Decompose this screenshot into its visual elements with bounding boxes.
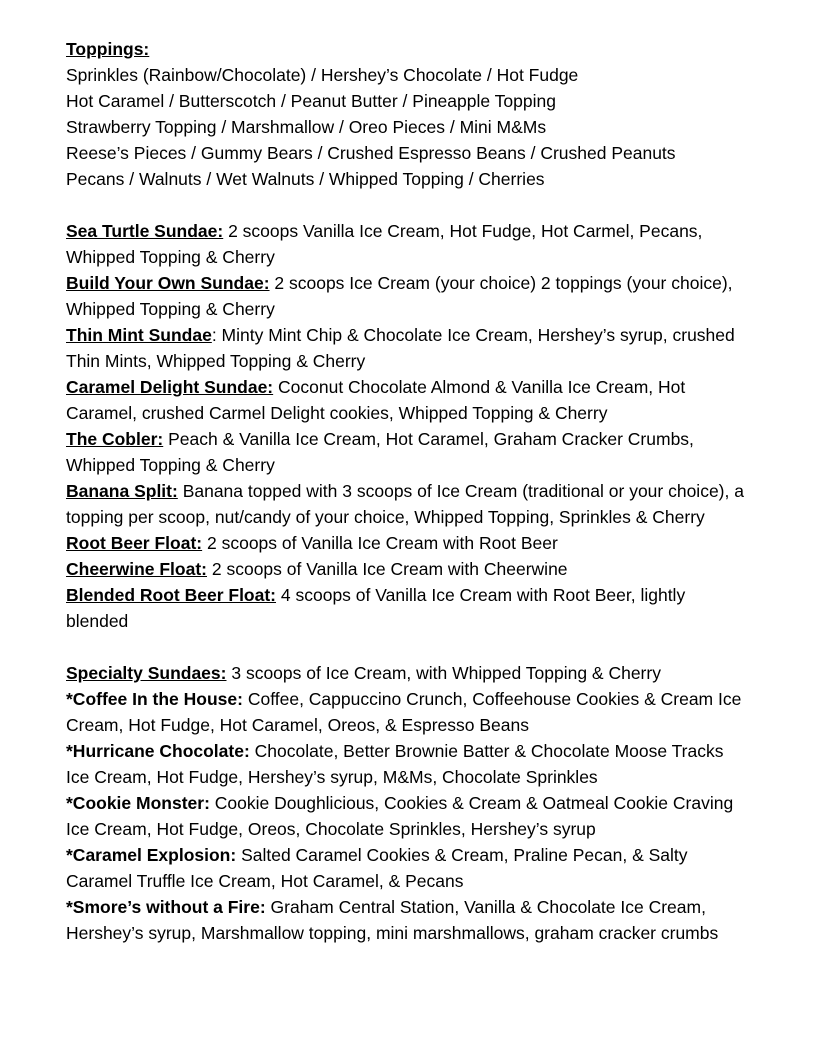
menu-item: [66, 660, 750, 686]
item-description: Graham Central Station, Vanilla & Chocolate Ice Cream, Hershey’s syrup, Marshmallow topping, mini marshmallows, graham cracker crumbs: [66, 897, 719, 943]
line-text: Sprinkles (Rainbow/Chocolate) / Hershey’s Chocolate / Hot Fudge: [66, 65, 579, 85]
toppings-line: [66, 88, 750, 114]
menu-item: [66, 322, 750, 374]
item-description: 2 scoops of Vanilla Ice Cream with Cheerwine: [207, 559, 568, 579]
item-description: Peach & Vanilla Ice Cream, Hot Caramel, Graham Cracker Crumbs, Whipped Topping & Cherry: [66, 429, 694, 475]
item-description: : Minty Mint Chip & Chocolate Ice Cream, Hershey’s syrup, crushed Thin Mints, Whipped Topping & Cherry: [66, 325, 735, 371]
blank-line: [66, 192, 750, 218]
specialty-sundae-item: [66, 842, 750, 894]
section-heading-label: Toppings:: [66, 39, 150, 59]
item-description: Coconut Chocolate Almond & Vanilla Ice Cream, Hot Caramel, crushed Carmel Delight cookies, Whipped Topping & Cherry: [66, 377, 686, 423]
specialty-sundae-item: [66, 790, 750, 842]
item-label: Root Beer Float:: [66, 533, 203, 553]
item-label: Blended Root Beer Float:: [66, 585, 277, 605]
toppings-line: [66, 62, 750, 88]
item-description: 2 scoops of Vanilla Ice Cream with Root Beer: [202, 533, 558, 553]
item-label: Thin Mint Sundae: [66, 325, 212, 345]
section-heading: [66, 36, 750, 62]
menu-item: [66, 218, 750, 270]
menu-item: [66, 530, 750, 556]
item-description: 2 scoops Ice Cream (your choice) 2 toppings (your choice), Whipped Topping & Cherry: [66, 273, 733, 319]
menu-item: [66, 556, 750, 582]
menu-item: [66, 582, 750, 634]
line-text: Reese’s Pieces / Gummy Bears / Crushed Espresso Beans / Crushed Peanuts: [66, 143, 676, 163]
line-text: Hot Caramel / Butterscotch / Peanut Butter / Pineapple Topping: [66, 91, 556, 111]
item-label: The Cobler:: [66, 429, 164, 449]
specialty-sundae-item: [66, 738, 750, 790]
item-description: 3 scoops of Ice Cream, with Whipped Topping & Cherry: [226, 663, 661, 683]
item-label: Cheerwine Float:: [66, 559, 207, 579]
line-text: Strawberry Topping / Marshmallow / Oreo Pieces / Mini M&Ms: [66, 117, 547, 137]
toppings-line: [66, 140, 750, 166]
item-description: Banana topped with 3 scoops of Ice Cream (traditional or your choice), a topping per scoop, nut/candy of your choice, Whipped Topping, Sprinkles & Cherry: [66, 481, 744, 527]
item-description: Cookie Doughlicious, Cookies & Cream & Oatmeal Cookie Craving Ice Cream, Hot Fudge, Oreos, Chocolate Sprinkles, Hershey’s syrup: [66, 793, 734, 839]
specialty-sundae-item: [66, 894, 750, 946]
item-description: Salted Caramel Cookies & Cream, Praline Pecan, & Salty Caramel Truffle Ice Cream, Hot Caramel, & Pecans: [66, 845, 688, 891]
item-label: *Smore’s without a Fire:: [66, 897, 266, 917]
item-label: Banana Split:: [66, 481, 178, 501]
item-label: Build Your Own Sundae:: [66, 273, 270, 293]
specialty-sundae-item: [66, 686, 750, 738]
toppings-line: [66, 166, 750, 192]
item-description: 2 scoops Vanilla Ice Cream, Hot Fudge, Hot Carmel, Pecans, Whipped Topping & Cherry: [66, 221, 703, 267]
menu-item: [66, 478, 750, 530]
item-label: *Cookie Monster:: [66, 793, 210, 813]
toppings-line: [66, 114, 750, 140]
item-description: 4 scoops of Vanilla Ice Cream with Root Beer, lightly blended: [66, 585, 686, 631]
document-body: [66, 36, 750, 946]
menu-item: [66, 374, 750, 426]
item-label: Caramel Delight Sundae:: [66, 377, 274, 397]
blank-line: [66, 634, 750, 660]
item-label: Sea Turtle Sundae:: [66, 221, 224, 241]
item-label: *Caramel Explosion:: [66, 845, 237, 865]
item-label: *Hurricane Chocolate:: [66, 741, 250, 761]
menu-item: [66, 270, 750, 322]
item-description: Chocolate, Better Brownie Batter & Chocolate Moose Tracks Ice Cream, Hot Fudge, Hershey’s syrup, M&Ms, Chocolate Sprinkles: [66, 741, 724, 787]
item-label: *Coffee In the House:: [66, 689, 243, 709]
item-label: Specialty Sundaes:: [66, 663, 227, 683]
line-text: Pecans / Walnuts / Wet Walnuts / Whipped Topping / Cherries: [66, 169, 545, 189]
item-description: Coffee, Cappuccino Crunch, Coffeehouse Cookies & Cream Ice Cream, Hot Fudge, Hot Caramel, Oreos, & Espresso Beans: [66, 689, 742, 735]
menu-item: [66, 426, 750, 478]
